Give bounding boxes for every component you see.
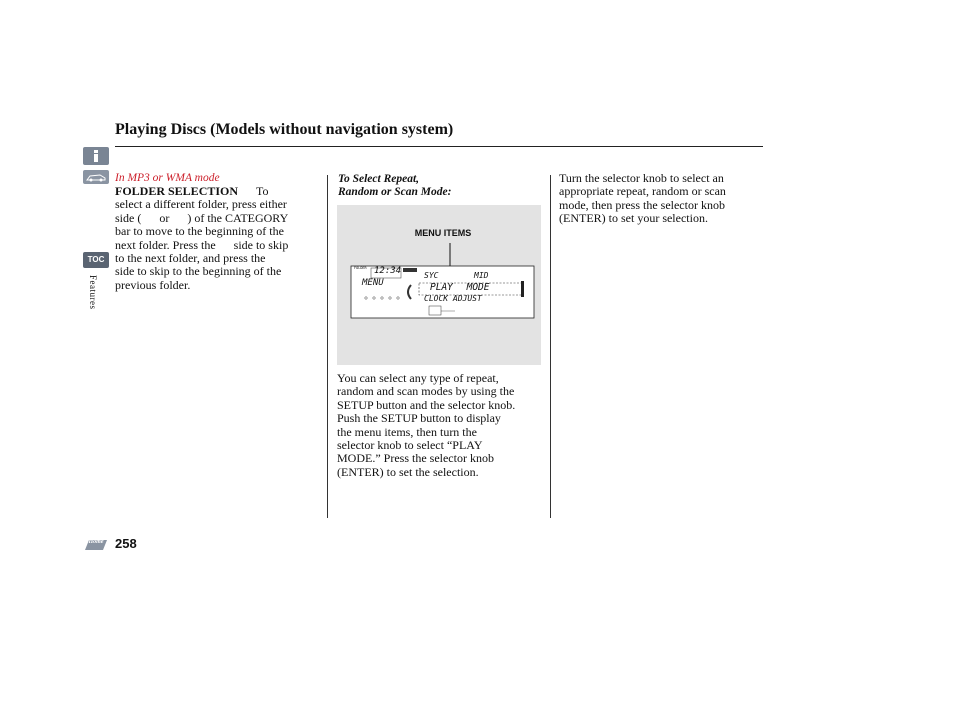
text-line: Push the SETUP button to display [337, 411, 501, 426]
column-1-text [115, 185, 325, 292]
column-divider-1 [327, 175, 328, 518]
display-mid: MID [474, 271, 489, 280]
heading-line: Random or Scan Mode: [338, 186, 452, 198]
text-line: (ENTER) to set the selection. [337, 464, 479, 479]
text-line: MODE.” Press the selector knob [337, 451, 494, 466]
text-line: SETUP button and the selector knob. [337, 397, 516, 412]
text-line: previous folder. [115, 277, 191, 292]
display-clock-adjust: CLOCK ADJUST [424, 294, 482, 303]
mode-note: In MP3 or WMA mode [115, 172, 220, 184]
text-line: random and scan modes by using the [337, 384, 515, 399]
display-folder-label: FOLDER [354, 266, 367, 270]
text-line: side ( or ) of the CATEGORY [115, 210, 289, 225]
text-line: to the next folder, and press the [115, 251, 266, 266]
text-line: appropriate repeat, random or scan [559, 184, 726, 199]
column-3-text [559, 172, 759, 226]
title-divider [115, 146, 763, 147]
page-title: Playing Discs (Models without navigation system) [115, 121, 454, 138]
section-label: Features [88, 275, 98, 310]
text-line: select a different folder, press either [115, 197, 287, 212]
home-label: Home [88, 539, 104, 545]
folder-selection-heading: FOLDER SELECTION [115, 184, 239, 198]
toc-button[interactable]: TOC [83, 252, 109, 268]
text-line: To [256, 184, 269, 198]
text-line: bar to move to the beginning of the [115, 224, 284, 239]
column-2-heading [338, 173, 451, 199]
menu-items-label: MENU ITEMS [414, 228, 472, 238]
text-line: mode, then press the selector knob [559, 197, 725, 212]
text-line: the menu items, then turn the [337, 424, 477, 439]
column-divider-2 [550, 175, 551, 518]
text-line: You can select any type of repeat, [337, 371, 499, 385]
text-line: selector knob to select “PLAY [337, 438, 483, 453]
text-line: Turn the selector knob to select an [559, 171, 724, 185]
column-2-text [337, 372, 549, 479]
text-line: next folder. Press the side to skip [115, 237, 289, 252]
car-icon[interactable] [83, 170, 109, 184]
home-button[interactable] [83, 537, 109, 552]
display-time: 12:34 [374, 266, 402, 276]
display-menu: MENU [362, 278, 384, 288]
heading-line: To Select Repeat, [338, 173, 420, 185]
text-line: (ENTER) to set your selection. [559, 211, 708, 226]
info-icon[interactable] [83, 147, 109, 165]
page-number: 258 [115, 536, 137, 551]
text-line: side to skip to the beginning of the [115, 264, 282, 279]
display-play-mode[interactable]: PLAY MODE [430, 282, 490, 293]
display-sync: SYC [424, 271, 439, 280]
